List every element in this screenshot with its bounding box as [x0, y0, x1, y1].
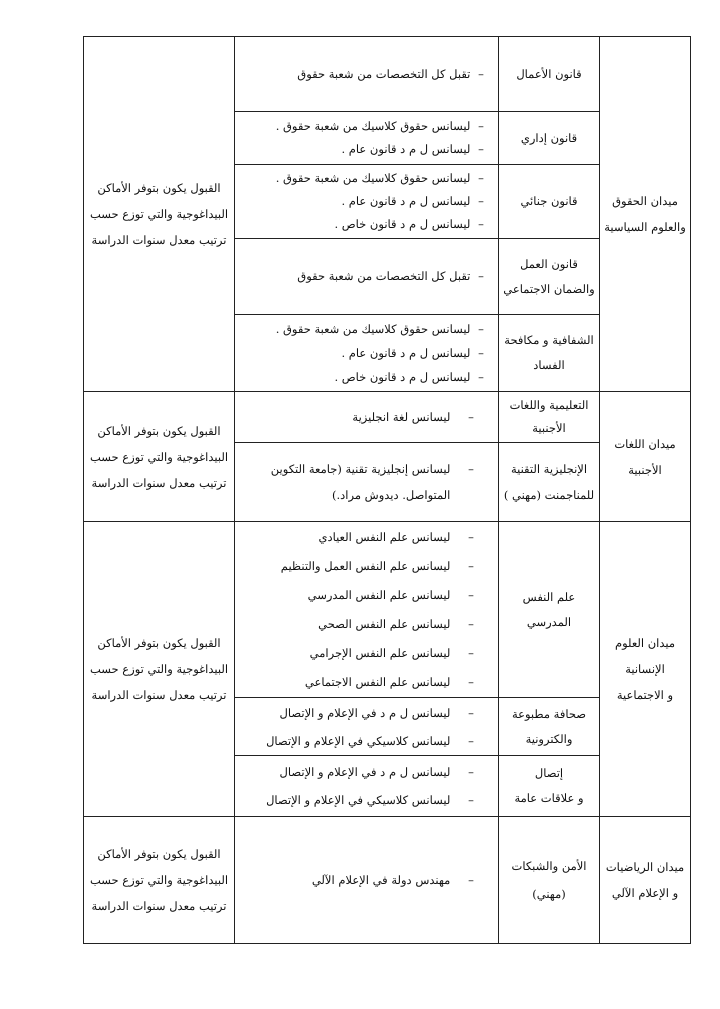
condition-line: القبول يكون بتوفر الأماكن	[97, 636, 221, 650]
specialty-name: قانون الأعمال	[516, 66, 582, 81]
certificate-cell	[235, 315, 499, 392]
bullet-dash: –	[468, 872, 474, 887]
certificate-line	[235, 786, 488, 814]
bullet-dash: –	[468, 462, 474, 476]
specialty-name: الأمن والشبكات	[511, 859, 587, 873]
certificate-line	[235, 138, 488, 161]
field-cell	[600, 522, 691, 817]
bullet-dash: –	[468, 645, 474, 660]
certificate-line	[235, 552, 488, 581]
certificate-text: المتواصل. ديدوش مراد.)	[332, 488, 451, 502]
field-name-line: ميدان الرياضيات	[605, 860, 685, 874]
field-name-line: و الإعلام الآلي	[611, 886, 679, 900]
certificate-cell	[235, 112, 499, 165]
field-name-line: والعلوم السياسية	[604, 220, 686, 234]
condition-line: البيداغوجية والتي توزع حسب	[89, 873, 229, 887]
certificate-line	[235, 523, 488, 552]
certificate-line	[235, 115, 488, 138]
certificate-line	[235, 581, 488, 610]
condition-line: البيداغوجية والتي توزع حسب	[89, 207, 229, 221]
condition-cell	[84, 37, 235, 392]
certificate-text: مهندس دولة في الإعلام الآلي	[311, 872, 451, 887]
bullet-dash: –	[468, 765, 474, 779]
bullet-dash: –	[478, 194, 484, 208]
certificate-cell	[235, 698, 499, 756]
certificate-text: ليسانس علم النفس الاجتماعي	[304, 674, 451, 689]
certificate-line	[235, 639, 488, 668]
specialty-name: والضمان الاجتماعي	[503, 281, 595, 296]
specialty-name: إتصال	[534, 766, 564, 780]
specialty-cell	[499, 756, 600, 817]
condition-cell	[84, 392, 235, 522]
bullet-dash: –	[478, 370, 484, 384]
certificate-line	[235, 190, 488, 213]
condition-line: القبول يكون بتوفر الأماكن	[97, 181, 221, 195]
field-cell	[600, 817, 691, 944]
certificate-line	[235, 365, 488, 389]
certificate-cell	[235, 165, 499, 239]
certificate-text: ليسانس ل م د قانون خاص .	[334, 217, 471, 231]
certificate-text: ليسانس ل م د في الإعلام و الإتصال	[279, 705, 451, 720]
field-name-line: ميدان الحقوق	[612, 194, 678, 208]
bullet-dash: –	[468, 616, 474, 631]
condition-cell	[84, 817, 235, 944]
bullet-dash: –	[468, 529, 474, 544]
certificate-text: ليسانس ل م د قانون عام .	[341, 142, 471, 156]
specialty-cell	[499, 112, 600, 165]
certificate-line	[235, 456, 488, 482]
bullet-dash: –	[468, 674, 474, 689]
specialty-cell	[499, 239, 600, 315]
certificate-text: تقبل كل التخصصات من شعبة حقوق	[297, 269, 471, 283]
certificate-text: ليسانس ل م د في الإعلام و الإتصال	[279, 765, 451, 779]
specialty-name: صحافة مطبوعة	[511, 706, 587, 721]
certificate-line	[235, 167, 488, 190]
specialty-cell	[499, 165, 600, 239]
certificate-text: تقبل كل التخصصات من شعبة حقوق	[297, 66, 471, 81]
bullet-dash: –	[468, 587, 474, 602]
specialty-name: قانون العمل	[520, 256, 578, 271]
certificate-line	[235, 262, 488, 291]
condition-line: البيداغوجية والتي توزع حسب	[89, 662, 229, 676]
condition-cell	[84, 522, 235, 817]
field-name-line: ميدان اللغات	[614, 436, 676, 451]
certificate-cell	[235, 37, 499, 112]
specialty-name: و علاقات عامة	[514, 791, 584, 805]
specialty-name: الفساد	[533, 358, 565, 372]
certificate-text: ليسانس علم النفس الإجرامي	[309, 645, 451, 660]
bullet-dash: –	[478, 119, 484, 133]
certificate-text: ليسانس ل م د قانون خاص .	[334, 370, 471, 384]
table-row	[84, 37, 691, 112]
specialty-name: للمناجمنت (مهني )	[503, 488, 595, 502]
bullet-dash: –	[478, 66, 484, 81]
admission-table	[83, 36, 691, 944]
specialty-cell	[499, 315, 600, 392]
certificate-cell	[235, 522, 499, 698]
certificate-line	[235, 699, 488, 727]
certificate-text: ليسانس حقوق كلاسيك من شعبة حقوق .	[275, 322, 471, 336]
table-row	[84, 392, 691, 443]
condition-line: ترتيب معدل سنوات الدراسة	[91, 475, 227, 490]
certificate-text: ليسانس لغة انجليزية	[352, 409, 451, 424]
certificate-line	[235, 341, 488, 365]
specialty-name: الأجنبية	[532, 421, 566, 435]
certificate-line	[235, 727, 488, 755]
certificate-cell	[235, 756, 499, 817]
certificate-text: ليسانس كلاسيكي في الإعلام و الإتصال	[266, 733, 451, 748]
condition-line: ترتيب معدل سنوات الدراسة	[91, 899, 227, 913]
condition-line: القبول يكون بتوفر الأماكن	[97, 423, 221, 438]
certificate-text: ليسانس إنجليزية تقنية (جامعة التكوين	[270, 462, 451, 476]
bullet-dash: –	[478, 346, 484, 360]
specialty-name: الإنجليزية التقنية	[510, 462, 588, 476]
certificate-text: ليسانس حقوق كلاسيك من شعبة حقوق .	[275, 119, 471, 133]
specialty-name: الشفافية و مكافحة	[504, 333, 594, 347]
certificate-text: ليسانس علم النفس الصحي	[318, 616, 451, 631]
specialty-name: قانون إداري	[520, 130, 578, 145]
certificate-cell	[235, 817, 499, 944]
specialty-cell	[499, 522, 600, 698]
certificate-line	[235, 60, 488, 89]
specialty-cell	[499, 443, 600, 522]
specialty-name: (مهني)	[532, 887, 566, 901]
certificate-text: ليسانس علم النفس العيادي	[318, 529, 451, 544]
certificate-cell	[235, 392, 499, 443]
field-name-line: الأجنبية	[628, 462, 662, 477]
condition-line: القبول يكون بتوفر الأماكن	[97, 847, 221, 861]
bullet-dash: –	[468, 409, 474, 424]
certificate-text: ليسانس حقوق كلاسيك من شعبة حقوق .	[275, 171, 471, 185]
certificate-cell	[235, 443, 499, 522]
bullet-dash: –	[478, 142, 484, 156]
bullet-dash: –	[478, 171, 484, 185]
field-cell	[600, 392, 691, 522]
certificate-line	[235, 213, 488, 236]
specialty-cell	[499, 392, 600, 443]
certificate-text: ليسانس ل م د قانون عام .	[341, 194, 471, 208]
certificate-text: ليسانس علم النفس العمل والتنظيم	[280, 558, 451, 573]
certificate-text: ليسانس علم النفس المدرسي	[307, 587, 451, 602]
condition-line: ترتيب معدل سنوات الدراسة	[91, 688, 227, 702]
condition-line: البيداغوجية والتي توزع حسب	[89, 449, 229, 464]
bullet-dash: –	[468, 733, 474, 748]
specialty-name: علم النفس المدرسي	[522, 589, 576, 629]
certificate-line	[235, 866, 488, 895]
specialty-name: قانون جنائي	[520, 194, 578, 208]
specialty-name: والكترونية	[525, 731, 573, 746]
certificate-line	[235, 403, 488, 432]
bullet-dash: –	[478, 269, 484, 283]
field-cell	[600, 37, 691, 392]
field-name-line: و الاجتماعية	[616, 688, 674, 702]
table-row	[84, 522, 691, 698]
certificate-line	[235, 317, 488, 341]
specialty-name: التعليمية واللغات	[509, 398, 589, 412]
bullet-dash: –	[468, 793, 474, 807]
certificate-cell	[235, 239, 499, 315]
field-name-line: ميدان العلوم	[614, 636, 676, 650]
bullet-dash: –	[468, 705, 474, 720]
table-row	[84, 817, 691, 944]
bullet-dash: –	[478, 217, 484, 231]
certificate-text: ليسانس كلاسيكي في الإعلام و الإتصال	[266, 793, 451, 807]
field-name-line: الإنسانية	[625, 662, 665, 676]
certificate-line	[235, 482, 488, 508]
condition-line: ترتيب معدل سنوات الدراسة	[91, 233, 227, 247]
certificate-line	[235, 668, 488, 697]
certificate-line	[235, 610, 488, 639]
specialty-cell	[499, 37, 600, 112]
specialty-cell	[499, 698, 600, 756]
certificate-line	[235, 758, 488, 786]
specialty-cell	[499, 817, 600, 944]
certificate-text: ليسانس ل م د قانون عام .	[341, 346, 471, 360]
bullet-dash: –	[478, 322, 484, 336]
bullet-dash: –	[468, 558, 474, 573]
